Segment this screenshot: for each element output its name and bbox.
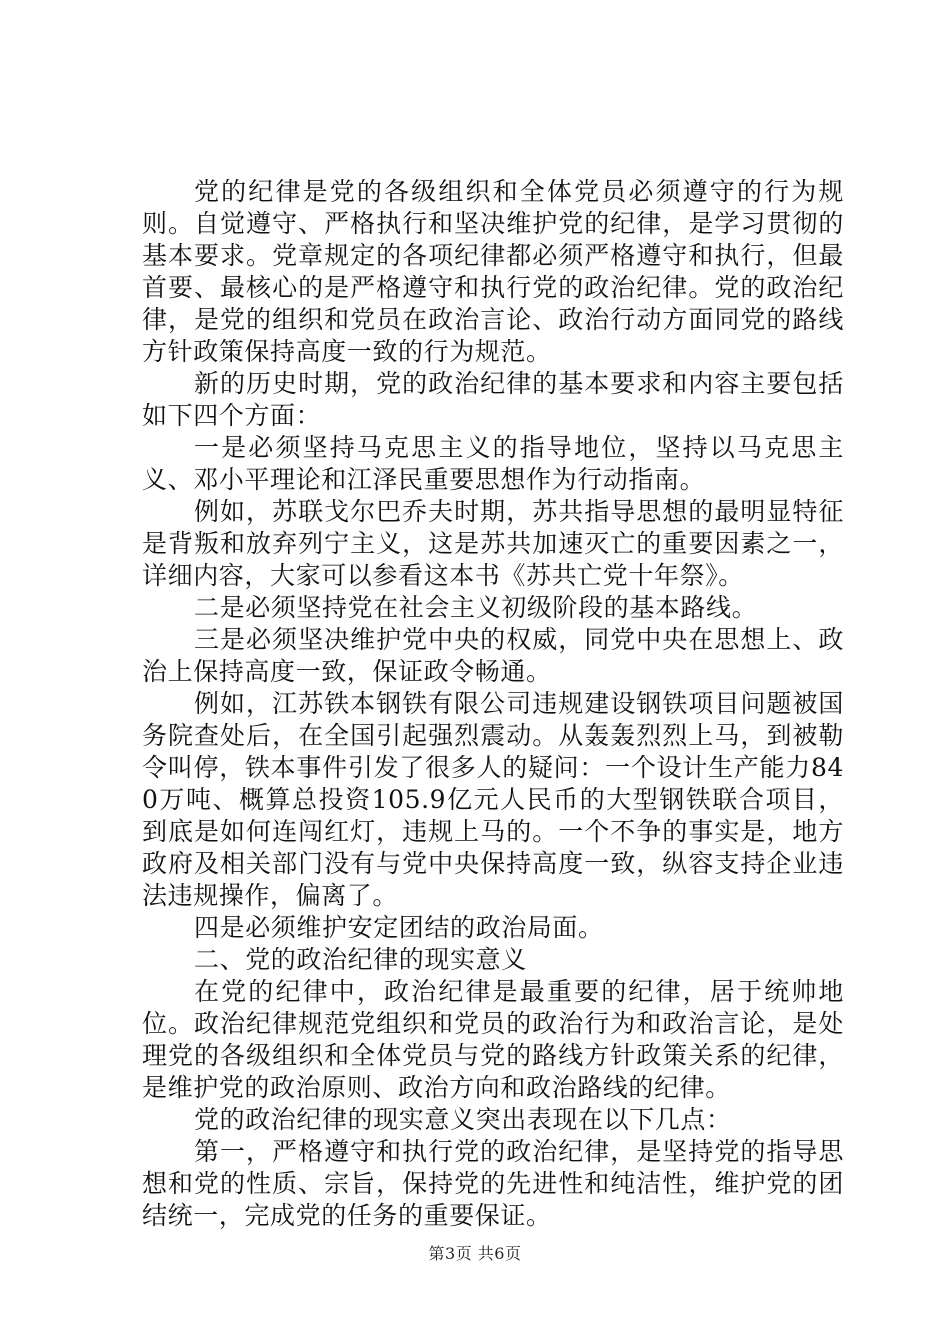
paragraph-10: 在党的纪律中，政治纪律是最重要的纪律，居于统帅地位。政治纪律规范党组织和党员的政治行为和政治言论，是处理党的各级组织和全体党员与党的路线方针政策关系的纪律，是维护党的政治原则、政治方向和政治路线的纪律。 xyxy=(142,977,844,1102)
paragraph-3: 一是必须坚持马克思主义的指导地位，坚持以马克思主义、邓小平理论和江泽民重要思想作为行动指南。 xyxy=(142,433,844,494)
paragraph-4: 例如，苏联戈尔巴乔夫时期，苏共指导思想的最明显特征是背叛和放弃列宁主义，这是苏共加速灭亡的重要因素之一，详细内容，大家可以参看这本书《苏共亡党十年祭》。 xyxy=(142,497,844,590)
paragraph-12: 第一，严格遵守和执行党的政治纪律，是坚持党的指导思想和党的性质、宗旨，保持党的先进性和纯洁性，维护党的团结统一，完成党的任务的重要保证。 xyxy=(142,1137,844,1230)
paragraph-5: 二是必须坚持党在社会主义初级阶段的基本路线。 xyxy=(194,593,758,622)
page-number-footer: 第3页 共6页 xyxy=(428,1244,522,1263)
document-body xyxy=(142,176,844,1232)
paragraph-7: 例如，江苏铁本钢铁有限公司违规建设钢铁项目问题被国务院查处后，在全国引起强烈震动。从轰轰烈烈上马，到被勒令叫停，铁本事件引发了很多人的疑问：一个设计生产能力840万吨、概算总投资105.9亿元人民币的大型钢铁联合项目，到底是如何连闯红灯，违规上马的。一个不争的事实是，地方政府及相关部门没有与党中央保持高度一致，纵容支持企业违法违规操作，偏离了。 xyxy=(142,689,844,910)
paragraph-6: 三是必须坚决维护党中央的权威，同党中央在思想上、政治上保持高度一致，保证政令畅通。 xyxy=(142,625,844,686)
paragraph-8: 四是必须维护安定团结的政治局面。 xyxy=(194,913,604,942)
paragraph-2: 新的历史时期，党的政治纪律的基本要求和内容主要包括如下四个方面： xyxy=(142,369,844,430)
paragraph-11: 党的政治纪律的现实意义突出表现在以下几点： xyxy=(194,1105,732,1134)
paragraph-1: 党的纪律是党的各级组织和全体党员必须遵守的行为规则。自觉遵守、严格执行和坚决维护党的纪律，是学习贯彻的基本要求。党章规定的各项纪律都必须严格遵守和执行，但最首要、最核心的是严格遵守和执行党的政治纪律。党的政治纪律，是党的组织和党员在政治言论、政治行动方面同党的路线方针政策保持高度一致的行为规范。 xyxy=(142,177,844,366)
section-heading: 二、党的政治纪律的现实意义 xyxy=(194,945,527,974)
